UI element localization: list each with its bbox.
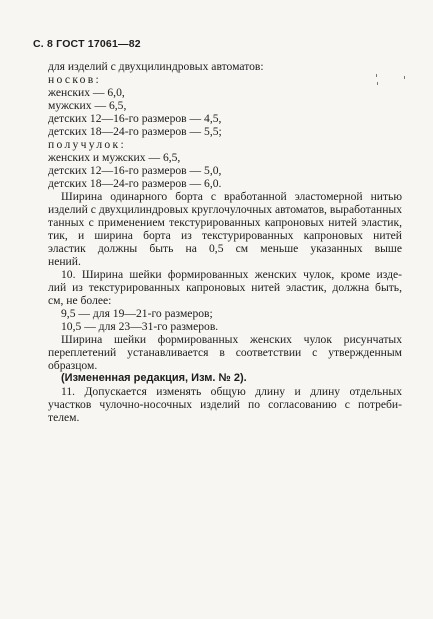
text-line: детских 18—24-го размеров — 5,5; — [48, 125, 222, 138]
text-line: 9,5 — для 19—21-го размеров; — [61, 307, 213, 320]
text-line: детских 12—16-го размеров — 5,0, — [48, 164, 222, 177]
text-line: участков чулочно-носочных изделий по согласованию с потреби- — [48, 398, 402, 411]
text-line: образцом. — [48, 359, 98, 372]
text-line: нений. — [48, 255, 81, 268]
text-line: переплетений устанавливается в соответствии с утвержденным — [48, 346, 402, 359]
page-header: С. 8 ГОСТ 17061—82 — [33, 38, 141, 50]
text-line: женских и мужских — 6,5, — [48, 151, 181, 164]
text-line: Ширина одинарного борта с вработанной эластомерной нитью — [61, 190, 402, 203]
section-heading: получулок: — [48, 138, 126, 151]
text-line: 10. Ширина шейки формированных женских чулок, кроме изде- — [61, 268, 402, 281]
text-line: для изделий с двухцилиндровых автоматов: — [48, 60, 264, 73]
text-line: см, не более: — [48, 294, 112, 307]
text-line: эластик должны быть на 0,5 см меньше указанных выше — [48, 242, 402, 255]
text-line: танных с применением текстурированных капроновых нитей эластик, — [48, 216, 402, 229]
text-line: Ширина шейки формированных женских чулок рисунчатых — [61, 333, 402, 346]
text-line: женских — 6,0, — [48, 86, 125, 99]
scan-speck — [404, 76, 405, 79]
text-line: 10,5 — для 23—31-го размеров. — [61, 320, 219, 333]
text-line: лий из текстурированных капроновых нитей эластик, должна быть, — [48, 281, 402, 294]
text-line: изделий с двухцилиндровых круглочулочных автоматов, выработанных — [48, 203, 402, 216]
text-line: 11. Допускается изменять общую длину и длину отдельных — [61, 385, 402, 398]
section-heading: носков: — [48, 73, 102, 86]
scan-speck — [377, 82, 378, 85]
text-line: мужских — 6,5, — [48, 99, 127, 112]
text-line: тик, и ширина борта из текстурированных капроновых нитей — [48, 229, 402, 242]
scan-speck — [376, 74, 377, 77]
text-line: детских 18—24-го размеров — 6,0. — [48, 177, 222, 190]
text-line: детских 12—16-го размеров — 4,5, — [48, 112, 222, 125]
text-line: телем. — [48, 411, 80, 424]
amendment-note: (Измененная редакция, Изм. № 2). — [61, 372, 247, 384]
